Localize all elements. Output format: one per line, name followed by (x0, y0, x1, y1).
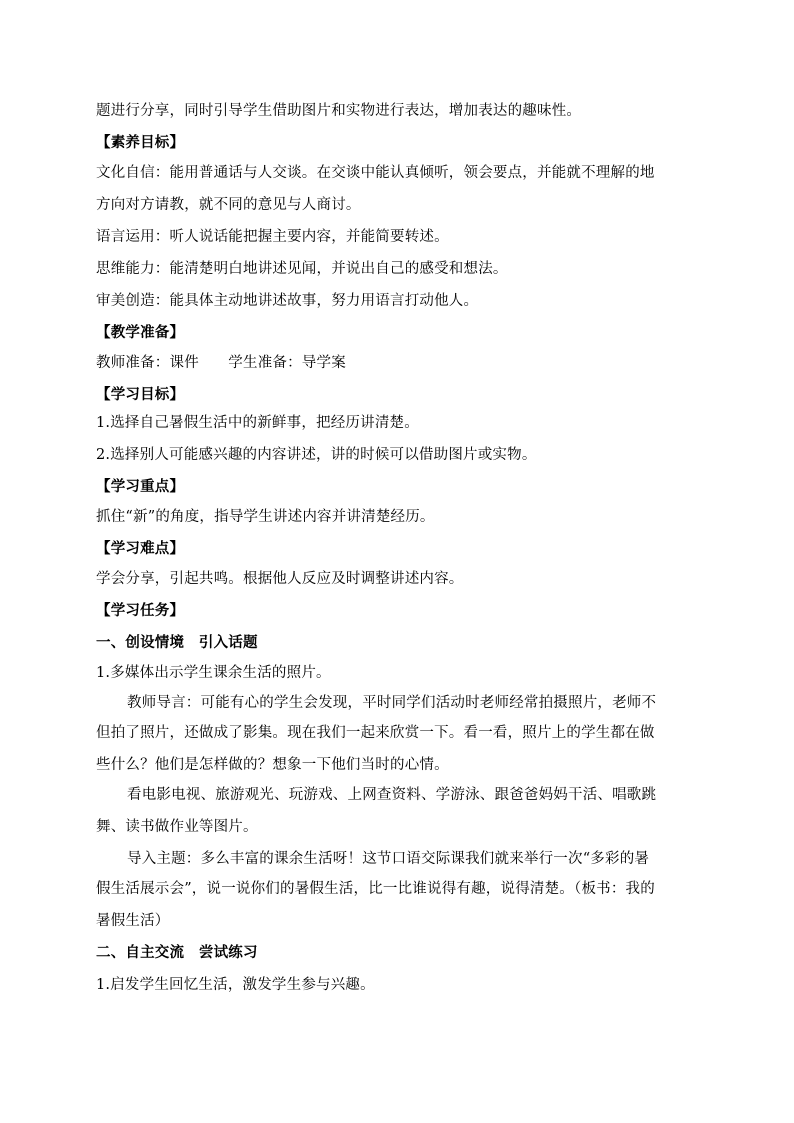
section-heading: 【素养目标】 (96, 134, 185, 151)
body-text-line: 文化自信：能用普通话与人交谈。在交谈中能认真倾听，领会要点，并能就不理解的地 (96, 165, 655, 181)
section-heading: 【教学准备】 (96, 324, 185, 341)
body-text-line: 2.选择别人可能感兴趣的内容讲述，讲的时候可以借助图片或实物。 (96, 447, 537, 463)
body-text-line: 抓住“新”的角度，指导学生讲述内容并讲清楚经历。 (96, 509, 435, 525)
body-text-line: 些什么？他们是怎样做的？想象一下他们当时的心情。 (96, 757, 449, 773)
body-text-line: 舞、读书做作业等图片。 (96, 819, 258, 835)
body-text-line: 1.启发学生回忆生活，激发学生参与兴趣。 (96, 977, 375, 993)
body-text-line: 导入主题：多么丰富的课余生活呀！这节口语交际课我们就来举行一次“多彩的暑 (127, 851, 650, 867)
body-text-line: 教师导言：可能有心的学生会发现，平时同学们活动时老师经常拍摄照片，老师不 (127, 695, 657, 711)
body-text-line: 1.多媒体出示学生课余生活的照片。 (96, 665, 331, 681)
body-text-line: 思维能力：能清楚明白地讲述见闻，并说出自己的感受和想法。 (96, 261, 508, 277)
body-text-line: 看电影电视、旅游观光、玩游戏、上网查资料、学游泳、跟爸爸妈妈干活、唱歌跳 (127, 787, 657, 803)
body-text-line: 方向对方请教，就不同的意见与人商讨。 (96, 197, 361, 213)
section-heading: 【学习目标】 (96, 386, 185, 403)
body-text-line: 学会分享，引起共鸣。根据他人反应及时调整讲述内容。 (96, 571, 464, 587)
section-heading: 【学习任务】 (96, 602, 185, 619)
body-text-line: 题进行分享，同时引导学生借助图片和实物进行表达，增加表达的趣味性。 (96, 103, 582, 119)
section-heading: 【学习重点】 (96, 478, 185, 495)
body-text-line: 语言运用：听人说话能把握主要内容，并能简要转述。 (96, 229, 449, 245)
body-text-line: 审美创造：能具体主动地讲述故事，努力用语言打动他人。 (96, 293, 479, 309)
section-heading: 二、自主交流 尝试练习 (96, 944, 258, 961)
body-text-line: 1.选择自己暑假生活中的新鲜事，把经历讲清楚。 (96, 415, 419, 431)
section-heading: 一、创设情境 引入话题 (96, 634, 258, 651)
section-heading: 【学习难点】 (96, 540, 185, 557)
body-text-line: 但拍了照片，还做成了影集。现在我们一起来欣赏一下。看一看，照片上的学生都在做 (96, 725, 655, 741)
body-text-line: 暑假生活） (96, 913, 170, 929)
body-text-line: 假生活展示会”，说一说你们的暑假生活，比一比谁说得有趣，说得清楚。（板书：我的 (96, 881, 655, 897)
body-text-line: 教师准备：课件 学生准备：导学案 (96, 355, 346, 371)
